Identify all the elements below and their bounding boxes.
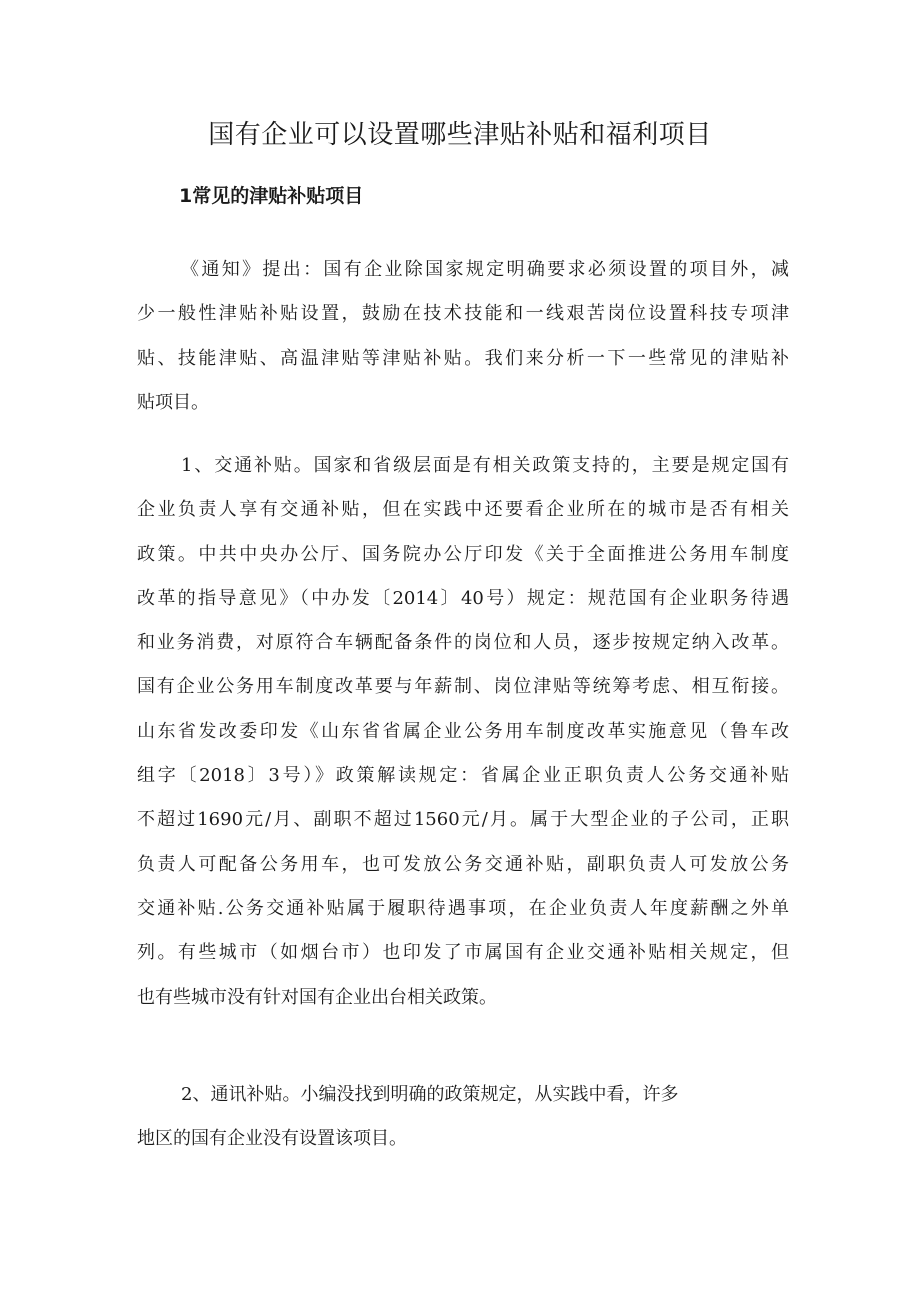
paragraph-line: 交通补贴.公务交通补贴属于履职待遇事项，在企业负责人年度薪酬之外单 <box>137 897 789 919</box>
paragraph-line: 少一般性津贴补贴设置，鼓励在技术技能和一线艰苦岗位设置科技专项津 <box>137 303 789 325</box>
paragraph-line: 也有些城市没有针对国有企业出台相关政策。 <box>137 986 497 1008</box>
paragraph-line: 列。有些城市（如烟台市）也印发了市属国有企业交通补贴相关规定，但 <box>137 942 789 964</box>
paragraph-line: 改革的指导意见》（中办发〔2014〕40号）规定：规范国有企业职务待遇 <box>137 587 789 609</box>
paragraph-line: 企业负责人享有交通补贴，但在实践中还要看企业所在的城市是否有相关 <box>137 499 789 521</box>
paragraph-line: 山东省发改委印发《山东省省属企业公务用车制度改革实施意见（鲁车改 <box>137 720 789 742</box>
section-heading: 1常见的津贴补贴项目 <box>179 185 364 207</box>
paragraph-line: 贴项目。 <box>137 391 209 413</box>
paragraph-line: 国有企业公务用车制度改革要与年薪制、岗位津贴等统筹考虑、相互衔接。 <box>137 676 789 698</box>
document-title: 国有企业可以设置哪些津贴补贴和福利项目 <box>208 120 712 150</box>
paragraph-line: 和业务消费，对原符合车辆配备条件的岗位和人员，逐步按规定纳入改革。 <box>137 632 789 654</box>
paragraph-line: 地区的国有企业没有设置该项目。 <box>137 1128 407 1150</box>
paragraph-line: 贴、技能津贴、高温津贴等津贴补贴。我们来分析一下一些常见的津贴补 <box>137 347 789 369</box>
paragraph-line: 1、交通补贴。国家和省级层面是有相关政策支持的，主要是规定国有 <box>181 455 789 476</box>
paragraph-notice <box>137 259 789 436</box>
paragraph-telecom-subsidy <box>137 1084 789 1173</box>
paragraph-line: 不超过1690元/月、副职不超过1560元/月。属于大型企业的子公司，正职 <box>137 809 789 831</box>
paragraph-line: 负责人可配备公务用车，也可发放公务交通补贴，副职负责人可发放公务 <box>137 853 789 875</box>
paragraph-line: 组字〔2018〕3号）》政策解读规定：省属企业正职负责人公务交通补贴 <box>137 765 789 787</box>
paragraph-transport-subsidy <box>137 455 789 1031</box>
paragraph-line: 政策。中共中央办公厅、国务院办公厅印发《关于全面推进公务用车制度 <box>137 543 789 565</box>
paragraph-line: 2、通讯补贴。小编没找到明确的政策规定，从实践中看，许多 <box>181 1084 679 1105</box>
paragraph-line: 《通知》提出：国有企业除国家规定明确要求必须设置的项目外，减 <box>181 259 789 280</box>
